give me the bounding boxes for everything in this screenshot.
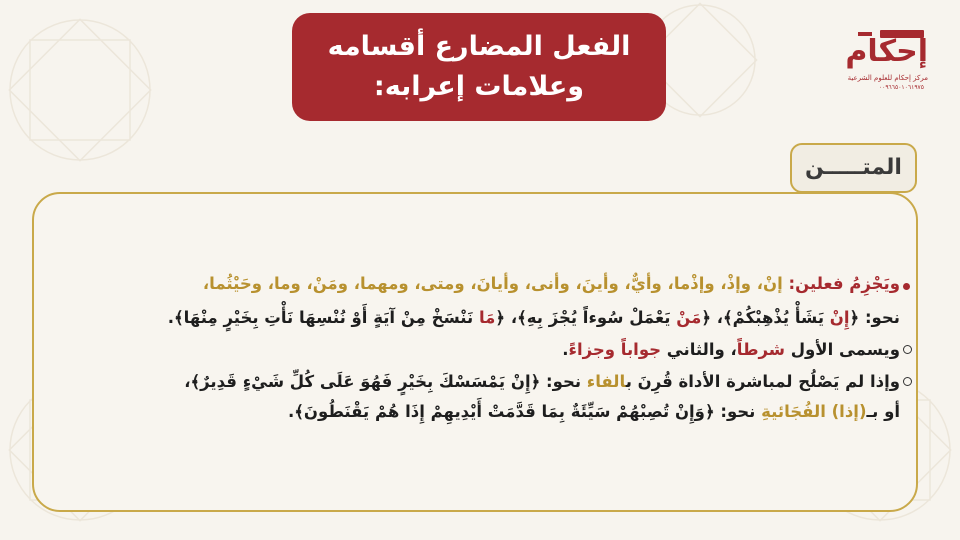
naming-end: . [562, 340, 569, 359]
fa-rule-prefix: وإذا لم يَصْلُح لمباشرة الأداة قُرِنَ ب [625, 372, 900, 391]
example-1-text: يَشَأْ يُذْهِبْكُمْ﴾، ﴿ [701, 308, 830, 327]
jazm-label: ويَجْزِمُ فعلين: [788, 274, 900, 293]
bullet-dot-icon [903, 283, 910, 290]
fa-example: نحو: ﴿إِنْ يَمْسَسْكَ بِخَيْرٍ فَهُوَ عَلَى كُلِّ شَيْءٍ قَدِيرٌ﴾، [184, 372, 587, 391]
example-2-text: يَعْمَلْ سُوءاً يُجْزَ بِهِ﴾، ﴿ [495, 308, 677, 327]
slide-title [292, 13, 666, 121]
example-2-tool: مَنْ [676, 308, 702, 327]
term-idha: (إذا) الفُجَائيةِ [761, 402, 867, 421]
logo-word: إحكام [845, 34, 928, 69]
logo-subtitle: مركز إحكام للعلوم الشرعية [847, 74, 928, 82]
bullet-ring-icon [903, 377, 912, 386]
bullet-ring-icon [903, 345, 912, 354]
term-fa: الفاء [586, 372, 626, 391]
logo-phone: ٠٠٩٦٦٥٠١٠٦١٩٧٥ [878, 84, 924, 91]
content-line-5 [288, 400, 900, 424]
content-line-3 [562, 338, 900, 362]
examples-prefix: نحو: ﴿ [849, 308, 900, 327]
example-3-text: نَنْسَخْ مِنْ آيَةٍ أَوْ نُنْسِهَا نَأْتِ بِخَيْرٍ مِنْهَا﴾. [167, 308, 479, 327]
title-line-2: وعلامات إعرابه: [373, 71, 585, 102]
idha-example: نحو: ﴿وَإِنْ تُصِبْهُمْ سَيِّئَةٌ بِمَا قَدَّمَتْ أَيْدِيهِمْ إِذَا هُمْ يَقْنَطُونَ﴾. [287, 402, 762, 421]
content-line-4 [184, 370, 900, 394]
naming-middle: ، والثاني [661, 340, 737, 359]
term-shart: شرطاً [736, 340, 785, 359]
example-1-tool: إِنْ [829, 308, 850, 327]
example-3-tool: مَا [478, 308, 496, 327]
term-jawab: جواباً وجزاءً [568, 340, 662, 359]
content-line-1 [203, 272, 900, 296]
naming-prefix: ويسمى الأول [784, 340, 900, 359]
idha-rule-prefix: أو بـ [866, 402, 900, 421]
title-line-1: الفعل المضارع أقسامه [327, 31, 631, 62]
content-line-2 [168, 306, 900, 330]
logo [845, 28, 930, 96]
jazm-tools: إنْ، وإذْ، وإذْما، وأيٌّ، وأينَ، وأنى، وأيانَ، ومتى، ومهما، ومَنْ، وما، وحَيْثُما، [202, 274, 783, 293]
section-tab-matn: المتـــــن [790, 143, 917, 193]
